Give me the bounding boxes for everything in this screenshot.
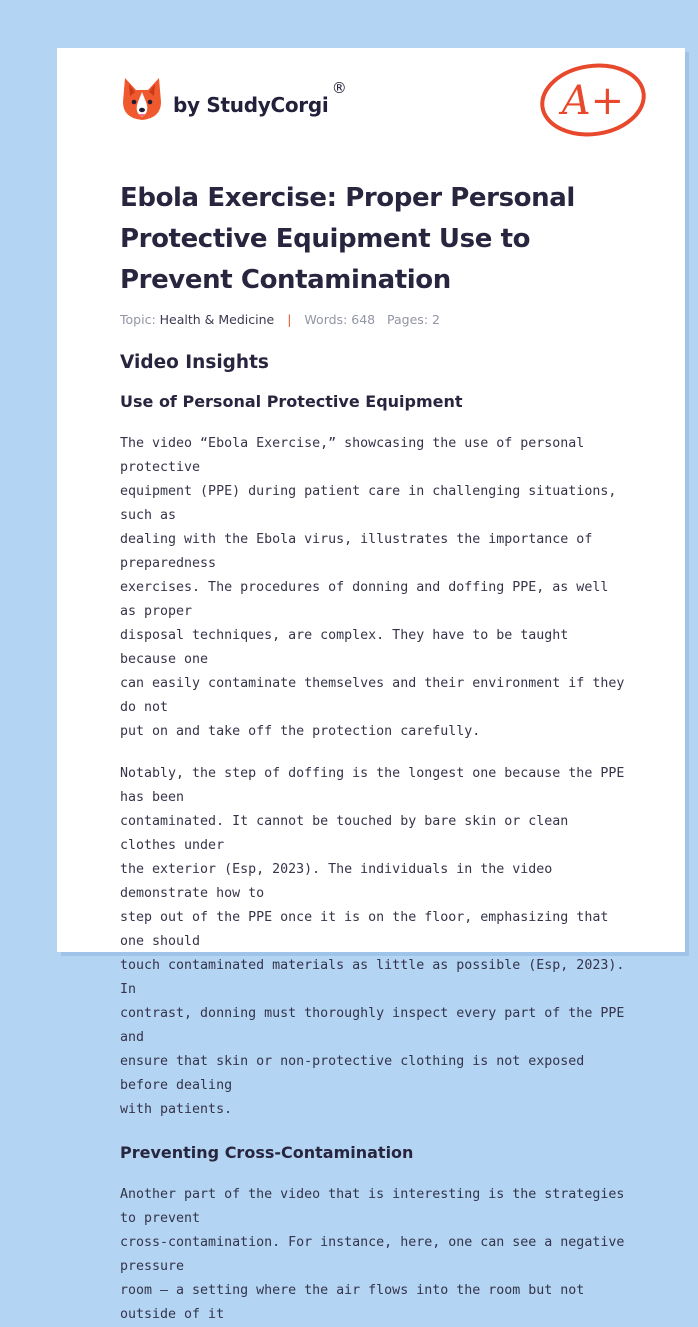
- document-page: [57, 48, 685, 1322]
- grade-text: A+: [561, 78, 625, 124]
- paragraph-1: The video “Ebola Exercise,” showcasing the use of personal protective equipment (PPE) during patient care in challenging situations, such as dealing with the Ebola virus, illustrates the importance of preparedness exercises. The procedures of donning and doffing PPE, as well as proper disposal techniques, are complex. They have to be taught because one can easily contaminate themselves and their environment if they do not put on and take off the protection carefully.: [120, 436, 625, 739]
- meta-separator: |: [287, 312, 292, 327]
- topic-label: Topic:: [120, 312, 156, 327]
- brand-name-text: by StudyCorgi: [173, 93, 329, 117]
- document-body: [120, 352, 630, 1327]
- subheading-cross-contamination: Preventing Cross-Contamination: [120, 1143, 414, 1162]
- brand-header[interactable]: [121, 74, 347, 124]
- topic-value[interactable]: Health & Medicine: [159, 312, 275, 327]
- document-title: Ebola Exercise: Proper Personal Protective Equipment Use to Prevent Contamination: [120, 183, 575, 295]
- brand-name: [173, 79, 347, 117]
- subheading-ppe-use: Use of Personal Protective Equipment: [120, 392, 463, 411]
- pages-label: Pages:: [387, 312, 429, 327]
- words-value: 648: [351, 312, 376, 327]
- registered-mark: ®: [331, 79, 347, 97]
- paragraph-2: Notably, the step of doffing is the longest one because the PPE has been contaminated. It cannot be touched by bare skin or clean clothes under the exterior (Esp, 2023). The individuals in the video demonstrate how to step out of the PPE once it is on the floor, emphasizing that one should touch contaminated materials as little as possible (Esp, 2023). In contrast, donning must thoroughly inspect every part of the PPE and ensure that skin or non-protective clothing is not exposed before dealing with patients.: [120, 766, 625, 1117]
- document-meta: [120, 312, 440, 327]
- grade-badge-icon: [537, 58, 649, 140]
- section-heading: Video Insights: [120, 352, 269, 373]
- paragraph-3: Another part of the video that is interesting is the strategies to prevent cross-contamination. For instance, here, one can see a negative pressure room – a setting where the air flows into the room but not outside of it: [120, 1187, 625, 1322]
- words-label: Words:: [304, 312, 348, 327]
- corgi-logo-icon: [121, 76, 163, 122]
- pages-value: 2: [432, 312, 440, 327]
